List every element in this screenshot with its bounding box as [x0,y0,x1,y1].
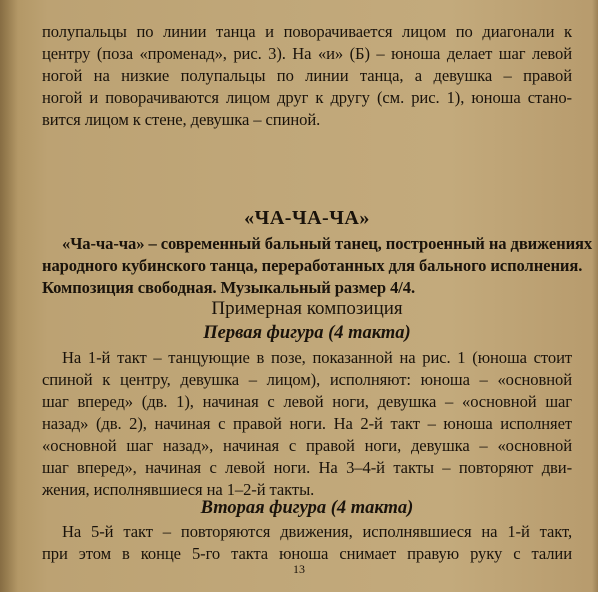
paragraph-line: вится лицом к стене, девушка – спиной. [42,110,321,129]
page-number: 13 [293,562,305,576]
paragraph-line: ногой на низкие полупальцы по линии танца, а девушка – правой [42,66,572,85]
paragraph-line: полупальцы по линии танца и поворачивается лицом по диагонали к [42,22,572,41]
figure1-line: жения, исполнявшиеся на 1–2-й такты. [42,480,315,499]
intro-line: «Ча-ча-ча» – современный бальный танец, построенный на движениях [62,234,593,253]
figure1-line: назад» (дв. 2), начиная с правой ноги. На 2-й такт – юноша исполняет [42,414,572,433]
intro-line: Композиция свободная. Музыкальный размер 4/4. [42,278,416,297]
composition-heading: Примерная композиция [211,298,403,319]
figure1-line: «основной шаг назад», начиная с правой ноги, девушка – «основной [42,436,572,455]
figure1-heading: Первая фигура (4 такта) [203,323,411,343]
figure1-line: шаг вперед» (дв. 1), начиная с левой ноги, девушка – «основной шаг [42,392,572,411]
figure1-line: На 1-й такт – танцующие в позе, показанной на рис. 1 (юноша стоит [62,348,572,367]
paragraph-line: центру (поза «променад», рис. 3). На «и» (Б) – юноша делает шаг левой [42,44,572,63]
figure1-line: спиной к центру, девушка – лицом), исполняют: юноша – «основной [42,370,572,389]
section-title: «ЧА-ЧА-ЧА» [244,207,370,229]
figure1-line: шаг вперед», начиная с левой ноги. На 3–4-й такты – повторяют дви- [42,458,572,477]
figure2-heading: Вторая фигура (4 такта) [200,498,414,518]
paragraph-line: ногой и поворачиваются лицом друг к другу (см. рис. 1), юноша стано- [42,88,572,107]
figure2-line: На 5-й такт – повторяются движения, исполнявшиеся на 1-й такт, [62,522,572,541]
figure2-line: при этом в конце 5-го такта юноша снимает правую руку с талии [42,544,572,563]
intro-line: народного кубинского танца, переработанных для бального исполнения. [42,256,583,275]
